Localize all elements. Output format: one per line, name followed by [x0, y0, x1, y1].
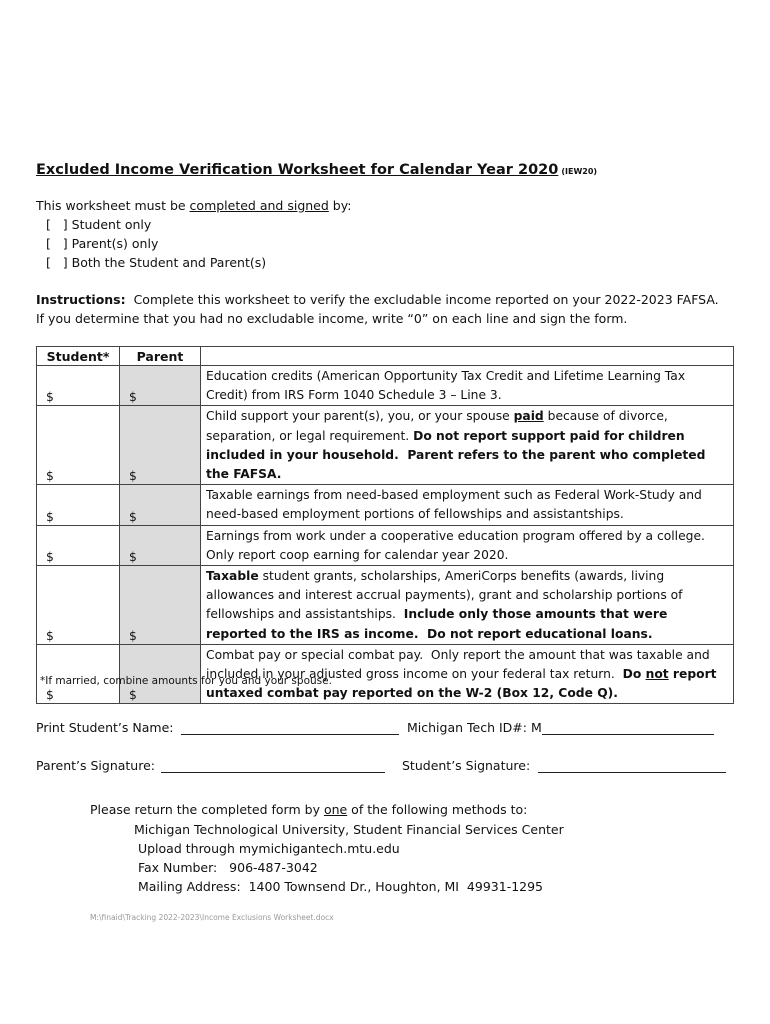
income-description: Child support your parent(s), you, or your spouse paid because of divorce, separation, or legal requirement. Do not report support paid for children included in your household. Parent refers to the parent who completed the FAFSA. [201, 406, 734, 485]
income-description: Taxable student grants, scholarships, AmeriCorps benefits (awards, living allowances and interest accrual payments), grant and scholarship portions of fellowships and assistantships. Include only those amounts that were reported to the IRS as income. Do not report educational loans. [201, 566, 734, 645]
mtu-id-field[interactable] [407, 720, 714, 735]
mtu-id-line[interactable] [542, 720, 714, 735]
parent-amount-cell[interactable]: $ [120, 485, 201, 525]
student-amount-cell[interactable]: $ [37, 525, 120, 565]
table-row [37, 525, 734, 565]
student-name-field[interactable] [36, 720, 399, 735]
header-parent: Parent [120, 347, 201, 366]
intro-underlined: completed and signed [189, 198, 329, 213]
return-methods [134, 820, 564, 896]
table-header-row [37, 347, 734, 366]
student-amount-cell[interactable]: $ [37, 406, 120, 485]
footnote: *If married, combine amounts for you and your spouse. [40, 675, 332, 687]
parent-signature-field[interactable] [36, 758, 385, 773]
income-description: Earnings from work under a cooperative education program offered by a college. Only report coop earning for calendar year 2020. [201, 525, 734, 565]
student-signature-line[interactable] [538, 758, 726, 773]
student-amount-cell[interactable]: $ [37, 644, 120, 704]
page-title [36, 162, 597, 178]
parent-amount-cell[interactable]: $ [120, 566, 201, 645]
intro-prefix: This worksheet must be [36, 198, 190, 213]
table-row [37, 485, 734, 525]
income-description: Education credits (American Opportunity Tax Credit and Lifetime Learning Tax Credit) from IRS Form 1040 Schedule 3 – Line 3. [201, 366, 734, 406]
parent-amount-cell[interactable]: $ [120, 525, 201, 565]
student-name-line[interactable] [181, 720, 399, 735]
option-parents-only[interactable]: [ ] Parent(s) only [46, 236, 159, 251]
mtu-id-label: Michigan Tech ID#: M [407, 720, 542, 735]
parent-amount-cell[interactable]: $ [120, 406, 201, 485]
student-name-label: Print Student’s Name: [36, 720, 174, 735]
header-student: Student* [37, 347, 120, 366]
intro-text [36, 196, 351, 215]
return-prefix: Please return the completed form by [90, 802, 324, 817]
form-code: (IEW20) [561, 167, 598, 176]
option-both[interactable]: [ ] Both the Student and Parent(s) [46, 255, 267, 270]
student-signature-field[interactable] [402, 758, 726, 773]
parent-signature-label: Parent’s Signature: [36, 758, 155, 773]
address-line: Fax Number: 906-487-3042 [134, 860, 318, 875]
address-line: Upload through mymichigantech.mtu.edu [134, 841, 400, 856]
table-row [37, 566, 734, 645]
student-amount-cell[interactable]: $ [37, 485, 120, 525]
student-amount-cell[interactable]: $ [37, 366, 120, 406]
income-description: Combat pay or special combat pay. Only report the amount that was taxable and included in your adjusted gross income on your federal tax return. Do not report untaxed combat pay reported on the W-2 (Box 12, Code Q). [201, 644, 734, 704]
table-row [37, 406, 734, 485]
return-instructions [90, 800, 527, 819]
instructions-label: Instructions: [36, 292, 126, 307]
return-underlined: one [323, 802, 348, 817]
student-amount-cell[interactable]: $ [37, 566, 120, 645]
option-student-only[interactable]: [ ] Student only [46, 217, 152, 232]
file-path-footer: M:\finaid\Tracking 2022-2023\Income Exclusions Worksheet.docx [90, 913, 334, 922]
header-description [201, 347, 734, 366]
instructions-line-1: Complete this worksheet to verify the excludable income reported on your 2022-2023 FAFSA. [125, 292, 719, 307]
address-line: Michigan Technological University, Student Financial Services Center [134, 822, 564, 837]
instructions-line-2: If you determine that you had no excludable income, write “0” on each line and sign the form. [36, 311, 628, 326]
student-signature-label: Student’s Signature: [402, 758, 531, 773]
completer-options [46, 215, 266, 272]
income-table [36, 346, 734, 704]
intro-suffix: by: [328, 198, 352, 213]
table-row [37, 366, 734, 406]
income-description: Taxable earnings from need-based employment such as Federal Work-Study and need-based employment portions of fellowships and assistantships. [201, 485, 734, 525]
parent-signature-line[interactable] [161, 758, 385, 773]
address-line: Mailing Address: 1400 Townsend Dr., Houghton, MI 49931-1295 [134, 879, 544, 894]
instructions [36, 290, 719, 328]
title-text: Excluded Income Verification Worksheet for Calendar Year 2020 [36, 162, 559, 178]
return-suffix: of the following methods to: [347, 802, 528, 817]
parent-amount-cell[interactable]: $ [120, 644, 201, 704]
parent-amount-cell[interactable]: $ [120, 366, 201, 406]
